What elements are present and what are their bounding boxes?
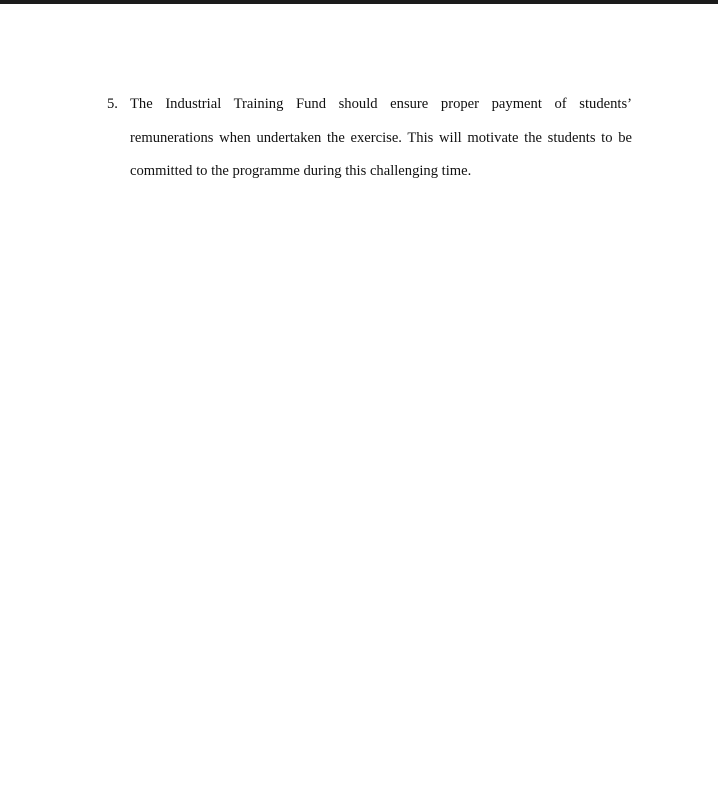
- numbered-list-item: [107, 88, 632, 189]
- list-item-number: 5.: [107, 96, 118, 112]
- list-item-text: The Industrial Training Fund should ensure proper payment of students’ remunerations when undertaken the exercise. This will motivate the students to be committed to the programme during this challenging time.: [130, 96, 632, 179]
- document-page: [0, 4, 718, 796]
